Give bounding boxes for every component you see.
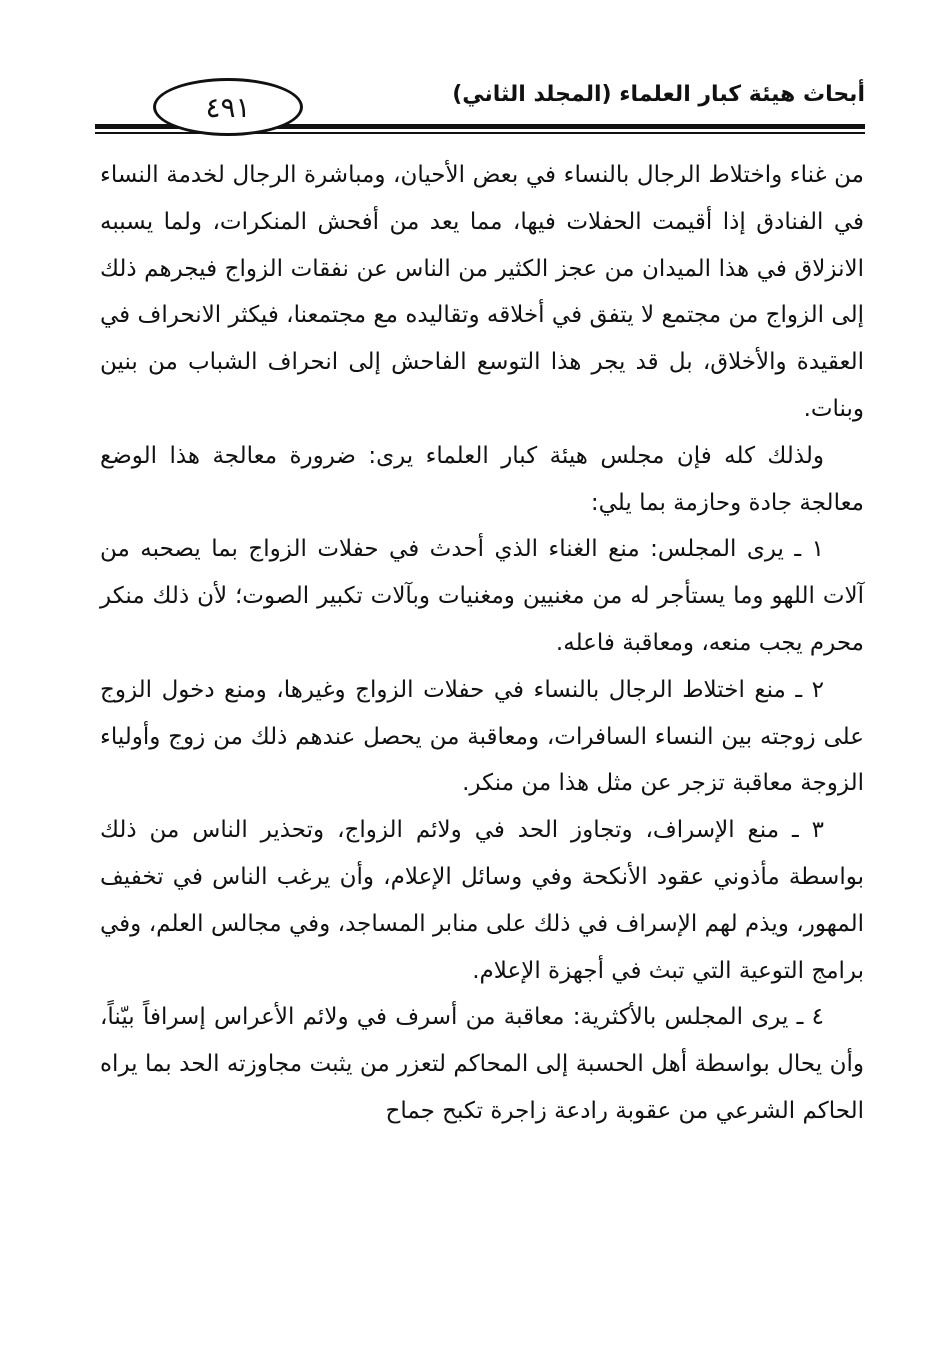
- page-body: [100, 152, 864, 1135]
- paragraph-council-decision: ولذلك كله فإن مجلس هيئة كبار العلماء يرى: ضرورة معالجة هذا الوضع معالجة جادة وحازمة بما يلي:: [100, 442, 864, 516]
- paragraph-item-2: ٢ ـ منع اختلاط الرجال بالنساء في حفلات الزواج وغيرها، ومنع دخول الزوج على زوجته بين النساء السافرات، ومعاقبة من يحصل عندهم ذلك من زوج وأولياء الزوجة معاقبة تزجر عن مثل هذا من منكر.: [100, 676, 864, 797]
- paragraph-item-1: ١ ـ يرى المجلس: منع الغناء الذي أحدث في حفلات الزواج بما يصحبه من آلات اللهو وما يستأجر له من مغنيين ومغنيات وبآلات تكبير الصوت؛ لأن ذلك منكر محرم يجب منعه، ومعاقبة فاعله.: [100, 536, 864, 656]
- page-header: [95, 70, 865, 140]
- paragraph-continuation: من غناء واختلاط الرجال بالنساء في بعض الأحيان، ومباشرة الرجال لخدمة النساء في الفنادق إذا أقيمت الحفلات فيها، مما يعد من أفحش المنكرات، ولما يسببه الانزلاق في هذا الميدان من عجز الكثير من الناس عن نفقات الزواج فيجرهم ذلك إلى الزواج من مجتمع لا يتفق في أخلاقه وتقاليده مع مجتمعنا، فيكثر الانحراف في العقيدة والأخلاق، بل قد يجر هذا التوسع الفاحش إلى انحراف الشباب من بنين وبنات.: [100, 162, 864, 422]
- page-number: ٤٩١: [153, 78, 303, 136]
- paragraph-item-3: ٣ ـ منع الإسراف، وتجاوز الحد في ولائم الزواج، وتحذير الناس من ذلك بواسطة مأذوني عقود الأنكحة وفي وسائل الإعلام، وأن يرغب الناس في تخفيف المهور، ويذم لهم الإسراف في ذلك على منابر المساجد، وفي مجالس العلم، وفي برامج التوعية التي تبث في أجهزة الإعلام.: [100, 817, 864, 984]
- running-title: أبحاث هيئة كبار العلماء (المجلد الثاني): [452, 82, 865, 107]
- paragraph-item-4: ٤ ـ يرى المجلس بالأكثرية: معاقبة من أسرف في ولائم الأعراس إسرافاً بيّناً، وأن يحال بواسطة أهل الحسبة إلى المحاكم لتعزر من يثبت مجاوزته الحد بما يراه الحاكم الشرعي من عقوبة رادعة زاجرة تكبح جماح: [100, 1004, 864, 1124]
